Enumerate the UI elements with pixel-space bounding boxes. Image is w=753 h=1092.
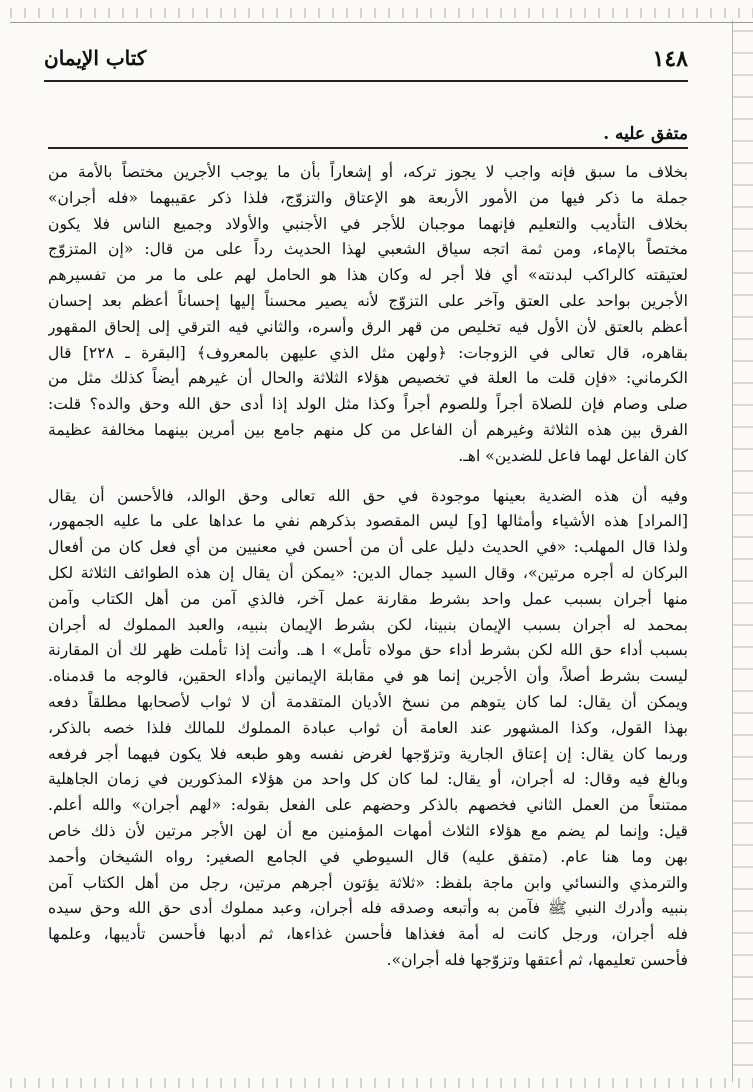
commentary-paragraph bbox=[48, 160, 688, 470]
text-line: وبالغ فيه وقال: له أجران، أو يقال: لما كان كل واحد من هؤلاء المذكورين في زمان الجاهلية bbox=[48, 770, 688, 789]
text-line: جملة ما ذكر فيها من الأمور الأربعة هو الإعتاق والتزوّج، فلذا ذكر عقيبهما «فله أجران» bbox=[48, 188, 688, 207]
text-line: أعظم بالعتق لأن الأول فيه تخليص من قهر الرق وأسره، والثاني فيه الترقي إلى إلحاق المقهور bbox=[48, 317, 688, 336]
text-line: ممتنعاً من العمل الثاني فخصهم بالذكر وحضهم على الفعل بقوله: «لهم أجران» والله أعلم. bbox=[48, 796, 688, 815]
text-line: ليست بشرط أصلاً، وأن الأجرين إنما هو في مقابلة الإيمانين وأداء الحقين، فالوجه ما قدمناه. bbox=[48, 667, 688, 686]
commentary-body bbox=[48, 160, 688, 974]
page-ornament-top bbox=[10, 8, 753, 18]
text-line: قيل: وإنما لم يضم مع هؤلاء الثلاث أمهات المؤمنين مع أن لهن الأجر مرتين لأن ذلك خاص bbox=[48, 821, 688, 840]
text-line: كان الفاعل لهما فاعل للضدين» اهـ. bbox=[458, 446, 688, 465]
running-title: كتاب الإيمان bbox=[44, 46, 147, 70]
text-line: الكرماني: «فإن قلت ما العلة في تخصيص هؤلاء الثلاثة والحال أن غيرهم أيضاً كذلك مثل من bbox=[48, 369, 688, 388]
text-line: الأجرين بواحد على العتق وآخر على التزوّج لأنه يصير محسناً إليها إحساناً أعظم بعد إحسان bbox=[48, 291, 688, 310]
text-line: وفيه أن هذه الضدية بعينها موجودة في حق الله تعالى وحق الوالد، فالأحسن أن يقال bbox=[48, 486, 688, 505]
text-line: لعتيقته كالراكب لبدنته» أي فلا أجر له وكان هذا هو الحامل لهم على ما مر من تفسيرهم bbox=[48, 266, 688, 285]
hadith-text-end: متفق عليه . bbox=[603, 124, 688, 144]
page-ornament-bottom bbox=[10, 1078, 753, 1088]
text-line: وربما كان يقال: إن إعتاق الجارية وتزوّجها لغرض نفسه وهو طبعه فلا يكون فيهما أجر فرفعه bbox=[48, 744, 688, 763]
text-line: بسبب أداء حق الله لكن بشرط أداء حق مولاه تأمل» ا هـ. وأنت إذا تأملت ظهر لك أن المقارنة bbox=[48, 641, 688, 660]
text-line: بهذا القول، وكذا المشهور عند العامة أن ثواب عبادة المملوك للمالك فلذا خصه بالذكر، bbox=[48, 718, 688, 737]
text-line: ويمكن أن يقال: لما كان يتوهم من نسخ الأديان المتقدمة أن لا ثواب لأصحابها مطلقاً دفعه bbox=[48, 692, 688, 711]
text-line: فله أجران، ورجل كانت له أمة فغذاها فأحسن غذاءها، ثم أدبها فأحسن تأديبها، وعلمها bbox=[48, 925, 688, 944]
text-line: مختصاً بالإماء، ومن ثمة اتجه سياق الشعبي لهذا الحديث رداً على من قال: «إن المتزوّج bbox=[48, 240, 688, 259]
text-line: منها أجران بسبب عمل واحد بشرط مقارنة عمل آخر، فالذي آمن من أهل الكتاب وآمن bbox=[48, 589, 688, 608]
header-rule bbox=[44, 80, 688, 82]
page-ornament-right bbox=[732, 20, 753, 1082]
page-border-line bbox=[10, 22, 753, 23]
text-line: الفرق بين هذه الثلاثة وغيرهم أن الفاعل من كل منهم جامع بين أمرين بينهما مخالفة عظيمة bbox=[48, 420, 688, 439]
text-line: بهن وما هنا عام. (متفق عليه) قال السيوطي في الجامع الصغير: رواه الشيخان وأحمد bbox=[48, 847, 688, 866]
commentary-paragraph bbox=[48, 484, 688, 974]
text-line: بقاهره، قال تعالى في الزوجات: ﴿ولهن مثل الذي عليهن بالمعروف﴾ [البقرة ـ ٢٢٨] قال bbox=[48, 343, 688, 362]
text-line: ولذا قال المهلب: «في الحديث دليل على أن من أحسن في معنيين من أي فعل كان من أفعال bbox=[48, 538, 688, 557]
text-line: بنبيه وأدرك النبي ﷺ فآمن به وأتبعه وصدقه فله أجران، وعبد مملوك أدى حق الله وحق سيده bbox=[48, 899, 688, 918]
text-line: [المراد] هذه الأشياء وأمثالها [و] ليس المقصود بذكرهم نفي ما عداها على ما عليه الجمهور، bbox=[48, 512, 688, 531]
text-line: بخلاف التأديب والتعليم فإنهما موجبان للأجر في الأجنبي والأولاد وجميع الناس فلا يكون bbox=[48, 214, 688, 233]
text-line: فأحسن تعليمها، ثم أعتقها وتزوّجها فله أجران». bbox=[386, 950, 688, 969]
page-number: ١٤٨ bbox=[652, 46, 688, 72]
text-commentary-separator bbox=[48, 147, 688, 149]
text-line: بمحمد له أجران بسبب الإيمان بنبينا، لكن بشرط الإيمان بنبيه، والعبد المملوك له أجران bbox=[48, 615, 688, 634]
text-line: والترمذي والنسائي وابن ماجة بلفظ: «ثلاثة يؤتون أجرهم مرتين، رجل من أهل الكتاب آمن bbox=[48, 873, 688, 892]
text-line: البركان له أجره مرتين»، وقال السيد جمال الدين: «يمكن أن يقال إن هذه الطوائف الثلاثة لكل bbox=[48, 563, 688, 582]
text-line: صلى وصام فإن للصلاة أجراً وللصوم أجراً وكذا مثل الولد إذا أدى حق الله وحق والده؟ قلت: bbox=[48, 395, 688, 414]
text-line: بخلاف ما سبق فإنه واجب لا يجوز تركه، أو إشعاراً بأن ما يوجب الأجرين مختصاً بالأمة من bbox=[48, 163, 688, 181]
page-header bbox=[44, 46, 688, 76]
